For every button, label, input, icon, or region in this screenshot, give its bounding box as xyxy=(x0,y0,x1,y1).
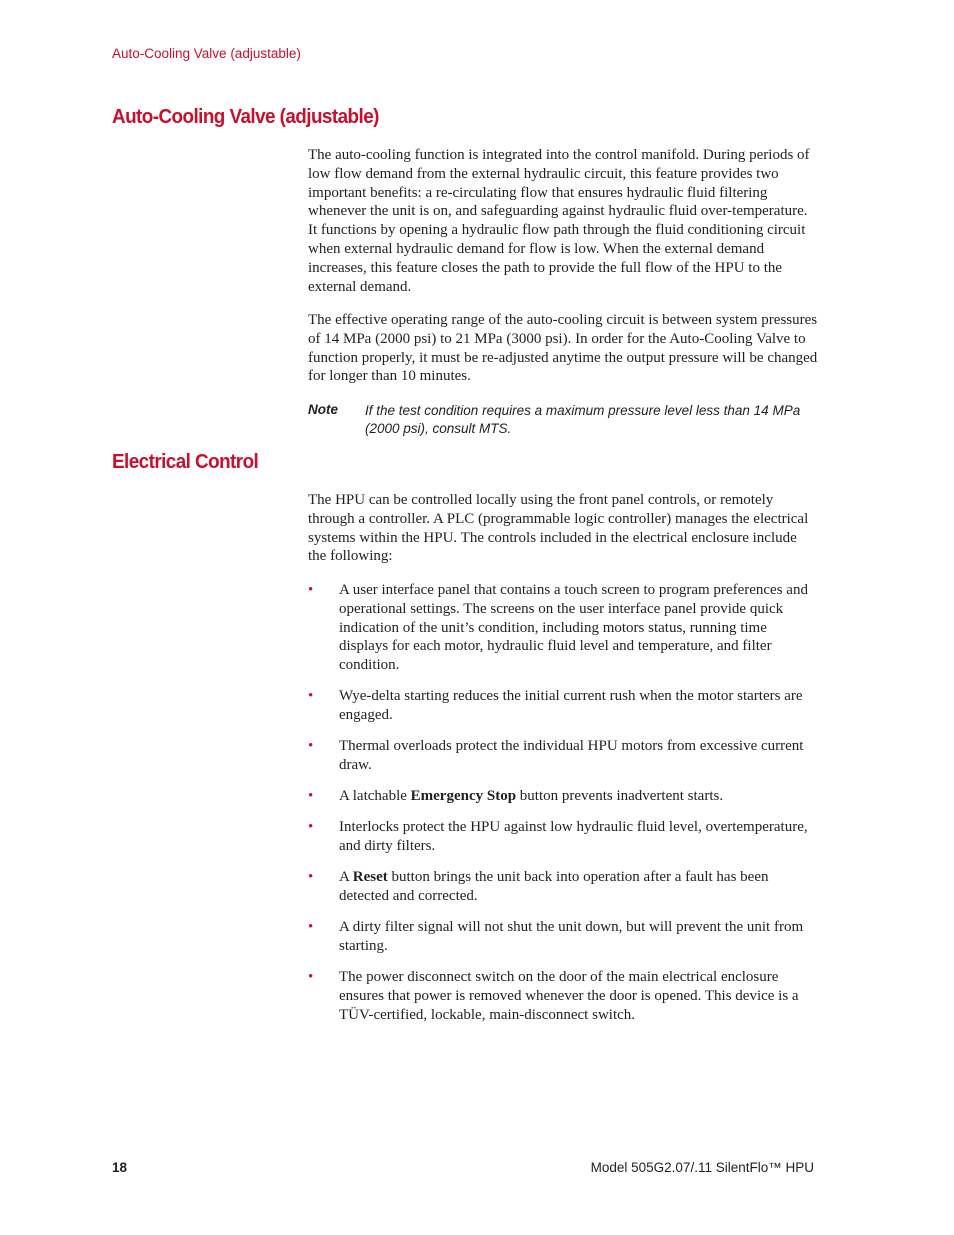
list-item-text-pre: A xyxy=(339,869,353,885)
list-item-text: Thermal overloads protect the individual HPU motors from excessive current draw. xyxy=(339,738,804,773)
list-item-text: A user interface panel that contains a touch screen to program preferences and operational settings. The screens on the user interface panel provide quick indication of the unit’s condition, including motors status, running time displays for each motor, hydraulic fluid level and temperature, and filter condition. xyxy=(339,582,808,674)
bullet-icon: • xyxy=(308,819,314,835)
list-item xyxy=(308,918,818,956)
auto-cooling-paragraph-2: The effective operating range of the auto-cooling circuit is between system pressures of 14 MPa (2000 psi) to 21 MPa (3000 psi). In order for the Auto-Cooling Valve to function properly, it must be re-adjusted anytime the output pressure will be changed for longer than 10 minutes. xyxy=(308,312,818,385)
list-item-text xyxy=(339,787,817,806)
list-item-text: Wye-delta starting reduces the initial current rush when the motor starters are engaged. xyxy=(339,688,803,723)
bullet-icon: • xyxy=(308,919,314,935)
list-item xyxy=(308,737,818,775)
list-item-text: The power disconnect switch on the door of the main electrical enclosure ensures that power is removed whenever the door is opened. This device is a TÜV-certified, lockable, main-disconnect switch. xyxy=(339,969,799,1023)
electrical-control-intro: The HPU can be controlled locally using the front panel controls, or remotely through a controller. A PLC (programmable logic controller) manages the electrical systems within the HPU. The controls included in the electrical enclosure include the following: xyxy=(308,492,809,565)
emergency-stop-term: Emergency Stop xyxy=(410,788,517,804)
bullet-icon: • xyxy=(308,869,314,885)
page-number: 18 xyxy=(112,1160,128,1175)
list-item xyxy=(308,968,818,1024)
bullet-icon: • xyxy=(308,969,314,985)
note-label: Note xyxy=(308,402,338,417)
footer-model-title: Model 505G2.07/.11 SilentFlo™ HPU xyxy=(590,1160,814,1175)
list-item-text-post: button brings the unit back into operation after a fault has been detected and corrected. xyxy=(339,869,769,904)
list-item xyxy=(308,687,818,725)
list-item-text: A dirty filter signal will not shut the unit down, but will prevent the unit from starting. xyxy=(339,919,804,954)
reset-term: Reset xyxy=(352,869,388,885)
auto-cooling-paragraph-1: The auto-cooling function is integrated into the control manifold. During periods of low flow demand from the external hydraulic circuit, this feature provides two important benefits: a re-circulating flow that ensures hydraulic fluid filtering whenever the unit is on, and safeguarding against hydraulic fluid over-temperature. It functions by opening a hydraulic flow path through the fluid conditioning circuit when external hydraulic demand for flow is low. When the external demand increases, this feature closes the path to provide the full flow of the HPU to the external demand. xyxy=(308,147,810,295)
list-item xyxy=(308,581,818,675)
section-heading-electrical-control: Electrical Control xyxy=(112,450,259,473)
list-item xyxy=(308,868,818,906)
list-item xyxy=(308,787,818,806)
bullet-icon: • xyxy=(308,688,314,704)
list-item xyxy=(308,818,818,856)
list-item-text: Interlocks protect the HPU against low hydraulic fluid level, overtemperature, and dirty filters. xyxy=(339,819,808,854)
note-text: If the test condition requires a maximum pressure level less than 14 MPa (2000 psi), consult MTS. xyxy=(365,403,801,436)
bullet-icon: • xyxy=(308,788,314,804)
section-heading-auto-cooling: Auto-Cooling Valve (adjustable) xyxy=(112,105,379,128)
list-item-text-pre: A latchable xyxy=(339,788,411,804)
list-item-text xyxy=(339,868,817,906)
bullet-icon: • xyxy=(308,738,314,754)
list-item-text-post: button prevents inadvertent starts. xyxy=(516,788,724,804)
running-header: Auto-Cooling Valve (adjustable) xyxy=(112,46,301,61)
bullet-icon: • xyxy=(308,582,314,598)
